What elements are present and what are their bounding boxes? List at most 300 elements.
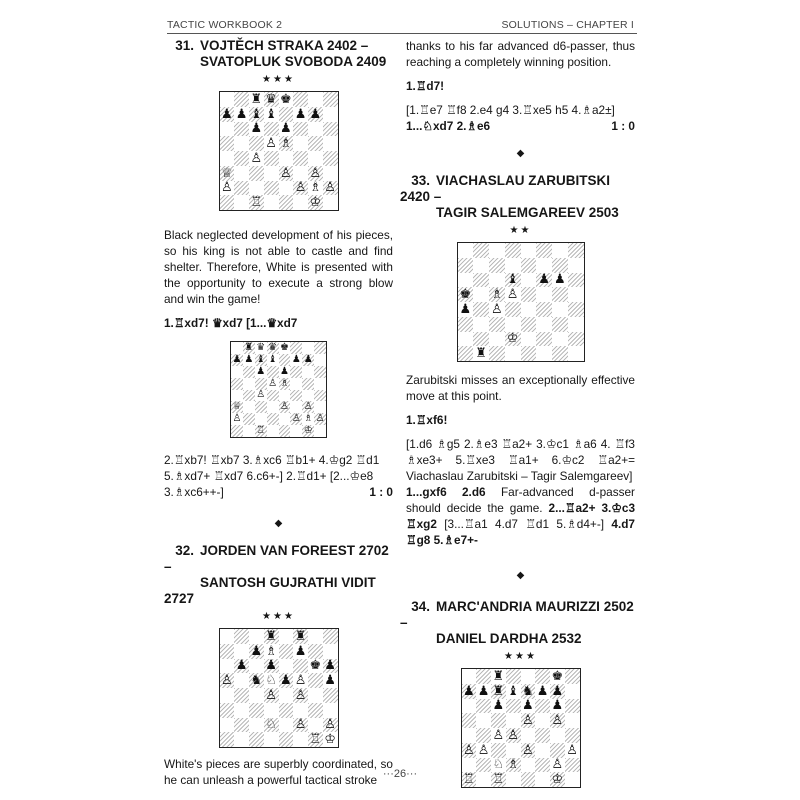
board-square [249, 92, 264, 107]
running-header-right: SOLUTIONS – CHAPTER I [501, 19, 634, 31]
board-square [308, 92, 323, 107]
board-square [264, 644, 279, 659]
board-square [234, 166, 249, 181]
board-square [489, 243, 505, 258]
board-square [476, 713, 491, 728]
chess-piece-icon: ♟ [522, 698, 534, 714]
board-square [308, 151, 323, 166]
board-square [308, 703, 323, 718]
board-square [505, 302, 521, 317]
chess-piece-icon: ♟ [256, 365, 266, 377]
board-square [255, 401, 267, 413]
game-31-moves: 1.♖xd7! ♛xd7 [1...♛xd7 [164, 316, 298, 330]
chess-piece-icon: ♙ [551, 713, 564, 728]
board-square [302, 390, 314, 402]
board-square [249, 181, 264, 196]
board-square [255, 342, 267, 354]
board-square [489, 332, 505, 347]
board-square [249, 107, 264, 122]
board-square [264, 659, 279, 674]
board-square [290, 366, 302, 378]
difficulty-stars: ★★★ [262, 74, 295, 85]
board-square [302, 342, 314, 354]
board-square [323, 195, 338, 210]
board-square [473, 258, 489, 273]
chess-piece-icon: ♔ [324, 732, 336, 747]
board-square [255, 378, 267, 390]
board-square [308, 629, 323, 644]
board-square [249, 673, 264, 688]
board-square [458, 243, 474, 258]
chess-piece-icon: ♟ [280, 673, 292, 688]
chessboard-32 [219, 628, 339, 748]
board-square [279, 390, 291, 402]
left-column [164, 38, 393, 788]
chess-piece-icon: ♗ [507, 757, 519, 773]
board-square [255, 413, 267, 425]
board-square [264, 629, 279, 644]
board-square [476, 669, 491, 684]
board-square [231, 413, 243, 425]
board-square [234, 107, 249, 122]
chess-piece-icon: ♙ [280, 165, 292, 181]
chess-piece-icon: ♟ [250, 121, 263, 137]
board-square [308, 181, 323, 196]
board-square [489, 287, 505, 302]
chess-piece-icon: ♙ [265, 688, 277, 703]
board-square [302, 413, 314, 425]
board-square [506, 743, 521, 758]
board-square [279, 688, 294, 703]
board-square [536, 273, 552, 288]
board-square [220, 136, 235, 151]
board-square [220, 644, 235, 659]
board-square [462, 728, 477, 743]
board-square [234, 703, 249, 718]
game-34-title: 34. MARC'ANDRIA MAURIZZI 2502 – DANIEL DARDHA 2532 [400, 599, 634, 646]
board-square [535, 699, 550, 714]
board-square [550, 669, 565, 684]
board-square [536, 258, 552, 273]
board-square [234, 629, 249, 644]
board-square [458, 346, 474, 361]
board-square [231, 425, 243, 437]
chess-piece-icon: ♝ [265, 106, 277, 122]
board-square [279, 732, 294, 747]
chess-piece-icon: ♟ [492, 698, 505, 714]
board-square [255, 366, 267, 378]
chess-piece-icon: ♙ [324, 180, 336, 196]
board-square [220, 107, 235, 122]
board-square [279, 195, 294, 210]
board-square [293, 195, 308, 210]
board-square [220, 122, 235, 137]
board-square [220, 673, 235, 688]
chess-piece-icon: ♙ [506, 287, 519, 302]
board-square [308, 195, 323, 210]
chess-piece-icon: ♜ [250, 92, 263, 107]
game-31 [164, 38, 393, 529]
board-square [458, 317, 474, 332]
board-square [314, 390, 326, 402]
game-33-analysis: [1.d6 ♗g5 2.♗e3 ♖a2+ 3.♔c1 ♗a6 4. ♖f3 ♗xe3+ 5.♖xe3 ♖a1+ 6.♔c2 ♖a2+= Viachaslau Zarubitski – Tagir Salemgareev] [406, 437, 635, 483]
game-32-title: 32. JORDEN VAN FOREEST 2702 – SANTOSH GUJRATHI VIDIT 2727 [164, 543, 389, 606]
board-square [279, 166, 294, 181]
board-square [279, 659, 294, 674]
chess-piece-icon: ♚ [551, 669, 564, 684]
chess-piece-icon: ♜ [294, 629, 307, 644]
board-square [489, 258, 505, 273]
board-square [473, 243, 489, 258]
board-square [234, 151, 249, 166]
board-square [521, 699, 536, 714]
board-square [302, 378, 314, 390]
chess-piece-icon: ♞ [522, 683, 534, 699]
chess-piece-icon: ♜ [492, 669, 505, 684]
board-square [234, 644, 249, 659]
chess-piece-icon: ♘ [265, 717, 277, 733]
board-square [323, 136, 338, 151]
board-square [568, 258, 584, 273]
board-square [220, 181, 235, 196]
difficulty-stars: ★★ [509, 225, 532, 236]
board-square [290, 378, 302, 390]
chess-piece-icon: ♛ [268, 342, 278, 353]
board-square [234, 688, 249, 703]
chess-piece-icon: ♙ [294, 688, 307, 703]
board-square [267, 401, 279, 413]
board-square [279, 122, 294, 137]
chess-piece-icon: ♔ [309, 195, 322, 210]
board-square [314, 378, 326, 390]
board-square [521, 317, 537, 332]
chess-piece-icon: ♗ [303, 413, 313, 425]
board-square [308, 732, 323, 747]
board-square [231, 342, 243, 354]
board-square [267, 366, 279, 378]
board-square [505, 332, 521, 347]
section-divider: ◆ [516, 148, 525, 159]
board-square [552, 302, 568, 317]
board-square [323, 673, 338, 688]
board-square [243, 366, 255, 378]
chess-piece-icon: ♟ [221, 106, 233, 122]
chess-piece-icon: ♙ [463, 742, 475, 758]
board-square [505, 317, 521, 332]
chess-piece-icon: ♟ [280, 121, 292, 137]
board-square [293, 732, 308, 747]
board-square [476, 684, 491, 699]
board-square [293, 122, 308, 137]
board-square [491, 772, 506, 787]
board-square [506, 728, 521, 743]
chess-piece-icon: ♙ [507, 728, 519, 743]
running-header-left: TACTIC WORKBOOK 2 [167, 19, 283, 31]
chess-piece-icon: ♚ [279, 342, 289, 353]
board-square [552, 332, 568, 347]
board-square [323, 703, 338, 718]
board-square [279, 718, 294, 733]
game-33-title: 33. VIACHASLAU ZARUBITSKI 2420 – TAGIR SALEMGAREEV 2503 [400, 173, 619, 220]
board-square [550, 699, 565, 714]
board-square [314, 354, 326, 366]
board-square [536, 346, 552, 361]
chess-piece-icon: ♟ [265, 658, 277, 674]
board-square [220, 195, 235, 210]
board-square [565, 713, 580, 728]
board-square [264, 122, 279, 137]
board-square [243, 401, 255, 413]
board-square [550, 684, 565, 699]
board-square [491, 743, 506, 758]
board-square [264, 166, 279, 181]
board-square [473, 346, 489, 361]
chessboard-31 [219, 91, 339, 211]
board-square [521, 258, 537, 273]
board-square [234, 673, 249, 688]
game-32 [164, 543, 393, 788]
board-square [255, 354, 267, 366]
board-square [279, 107, 294, 122]
chess-piece-icon: ♟ [463, 683, 475, 699]
board-square [535, 728, 550, 743]
board-square [264, 151, 279, 166]
chess-piece-icon: ♙ [265, 136, 277, 151]
board-square [568, 346, 584, 361]
chess-piece-icon: ♝ [256, 353, 266, 365]
board-square [473, 273, 489, 288]
chess-piece-icon: ♜ [475, 346, 487, 361]
chess-piece-icon: ♗ [309, 180, 322, 196]
board-square [220, 718, 235, 733]
board-square [220, 166, 235, 181]
chess-piece-icon: ♔ [551, 772, 564, 787]
board-square [293, 629, 308, 644]
board-square [552, 273, 568, 288]
board-square [314, 401, 326, 413]
board-square [249, 122, 264, 137]
difficulty-stars: ★★★ [262, 611, 295, 622]
board-square [521, 287, 537, 302]
board-square [302, 354, 314, 366]
board-square [231, 366, 243, 378]
board-square [550, 772, 565, 787]
board-square [279, 401, 291, 413]
board-square [323, 659, 338, 674]
chess-piece-icon: ♛ [256, 342, 266, 353]
board-square [231, 354, 243, 366]
board-square [505, 243, 521, 258]
board-square [521, 743, 536, 758]
difficulty-stars: ★★★ [504, 651, 537, 662]
board-square [323, 92, 338, 107]
board-square [489, 302, 505, 317]
chess-piece-icon: ♝ [268, 353, 278, 365]
board-square [473, 317, 489, 332]
board-square [536, 317, 552, 332]
chess-piece-icon: ♟ [294, 106, 307, 122]
chess-piece-icon: ♟ [309, 106, 322, 122]
board-square [264, 181, 279, 196]
chess-piece-icon: ♟ [250, 643, 263, 659]
board-square [552, 317, 568, 332]
chess-piece-icon: ♝ [250, 106, 263, 122]
board-square [279, 92, 294, 107]
board-square [323, 122, 338, 137]
chess-piece-icon: ♜ [265, 629, 277, 644]
chess-piece-icon: ♘ [265, 673, 277, 688]
board-square [521, 728, 536, 743]
board-square [231, 378, 243, 390]
board-square [243, 390, 255, 402]
board-square [279, 629, 294, 644]
board-square [293, 166, 308, 181]
chess-piece-icon: ♟ [538, 272, 550, 288]
board-square [521, 302, 537, 317]
board-square [458, 332, 474, 347]
board-square [491, 728, 506, 743]
board-square [314, 366, 326, 378]
board-square [565, 743, 580, 758]
board-square [249, 195, 264, 210]
board-square [267, 413, 279, 425]
chess-piece-icon: ♟ [244, 353, 254, 365]
chess-piece-icon: ♙ [492, 728, 505, 743]
chess-piece-icon: ♟ [232, 353, 242, 365]
board-square [249, 136, 264, 151]
board-square [293, 92, 308, 107]
chess-piece-icon: ♖ [492, 772, 505, 787]
board-square [293, 151, 308, 166]
board-square [220, 688, 235, 703]
chess-piece-icon: ♟ [459, 302, 472, 317]
board-square [491, 758, 506, 773]
chess-piece-icon: ♙ [566, 742, 578, 758]
game-31-commentary: Black neglected development of his pieces, so his king is not able to castle and find shelter. Therefore, White is presented with the opportunity to execute a strong blow and win the game! [164, 228, 393, 306]
board-square [458, 287, 474, 302]
board-square [264, 673, 279, 688]
chess-piece-icon: ♟ [324, 658, 336, 674]
board-square [279, 366, 291, 378]
board-square [264, 688, 279, 703]
board-square [505, 287, 521, 302]
chess-piece-icon: ♙ [294, 673, 307, 688]
chess-piece-icon: ♘ [492, 757, 505, 773]
board-square [550, 743, 565, 758]
chess-piece-icon: ♟ [291, 353, 301, 365]
board-square [491, 713, 506, 728]
chess-piece-icon: ♙ [232, 413, 242, 425]
board-square [243, 354, 255, 366]
board-square [505, 273, 521, 288]
board-square [255, 390, 267, 402]
board-square [267, 378, 279, 390]
board-square [308, 718, 323, 733]
board-square [568, 302, 584, 317]
chess-piece-icon: ♙ [315, 413, 325, 425]
chess-piece-icon: ♙ [303, 401, 313, 413]
board-square [506, 713, 521, 728]
board-square [308, 122, 323, 137]
board-square [267, 342, 279, 354]
chess-piece-icon: ♙ [522, 713, 534, 728]
chess-piece-icon: ♔ [506, 331, 519, 347]
game-33-continuation: 1...gxf6 2.d6 Far-advanced d-passer should decide the game. 2...♖a2+ 3.♔c3 ♖xg2 [3...♖a1 4.d7 ♖d1 5.♗d4+-] 4.d7 ♖g8 5.♗e7+- [406, 485, 635, 547]
chess-piece-icon: ♗ [265, 643, 277, 659]
board-square [264, 718, 279, 733]
game-32-commentary: White's pieces are superbly coordinated, so he can unleash a powerful tactical stroke [164, 757, 393, 787]
board-square [473, 332, 489, 347]
board-square [323, 181, 338, 196]
board-square [290, 425, 302, 437]
board-square [293, 673, 308, 688]
board-square [302, 366, 314, 378]
board-square [264, 92, 279, 107]
board-square [568, 243, 584, 258]
board-square [550, 758, 565, 773]
board-square [323, 644, 338, 659]
chess-piece-icon: ♟ [235, 658, 248, 674]
board-square [552, 287, 568, 302]
chess-piece-icon: ♚ [309, 658, 322, 674]
board-square [462, 669, 477, 684]
chess-piece-icon: ♗ [280, 136, 292, 151]
board-square [552, 258, 568, 273]
board-square [279, 425, 291, 437]
chess-piece-icon: ♟ [294, 643, 307, 659]
chess-piece-icon: ♙ [256, 389, 266, 401]
board-square [234, 732, 249, 747]
board-square [267, 354, 279, 366]
board-square [308, 659, 323, 674]
chess-piece-icon: ♞ [250, 673, 263, 688]
chess-piece-icon: ♟ [303, 353, 313, 365]
board-square [279, 342, 291, 354]
board-square [323, 107, 338, 122]
board-square [279, 413, 291, 425]
board-square [279, 378, 291, 390]
board-square [243, 342, 255, 354]
board-square [293, 181, 308, 196]
board-square [552, 243, 568, 258]
board-square [279, 644, 294, 659]
board-square [293, 688, 308, 703]
game-31-analysis: 2.♖xb7! ♖xb7 3.♗xc6 ♖b1+ 4.♔g2 ♖d1 5.♗xd7+ ♖xd7 6.c6+-] 2.♖d1+ [2...♔e8 3.♗xc6++-] 1 : 0 [164, 453, 393, 499]
board-square [314, 413, 326, 425]
section-divider: ◆ [274, 518, 283, 529]
board-square [536, 243, 552, 258]
board-square [491, 684, 506, 699]
board-square [462, 772, 477, 787]
chess-piece-icon: ♙ [268, 377, 278, 389]
board-square [220, 151, 235, 166]
board-square [521, 669, 536, 684]
board-square [462, 684, 477, 699]
chess-piece-icon: ♙ [309, 165, 322, 181]
board-square [491, 699, 506, 714]
board-square [234, 181, 249, 196]
chess-piece-icon: ♙ [324, 717, 336, 733]
board-square [505, 346, 521, 361]
header-rule [167, 33, 637, 34]
chess-piece-icon: ♜ [244, 342, 254, 353]
board-square [264, 195, 279, 210]
board-square [568, 287, 584, 302]
board-square [521, 332, 537, 347]
chess-piece-icon: ♟ [235, 106, 248, 122]
board-square [521, 273, 537, 288]
chess-piece-icon: ♚ [459, 287, 472, 302]
